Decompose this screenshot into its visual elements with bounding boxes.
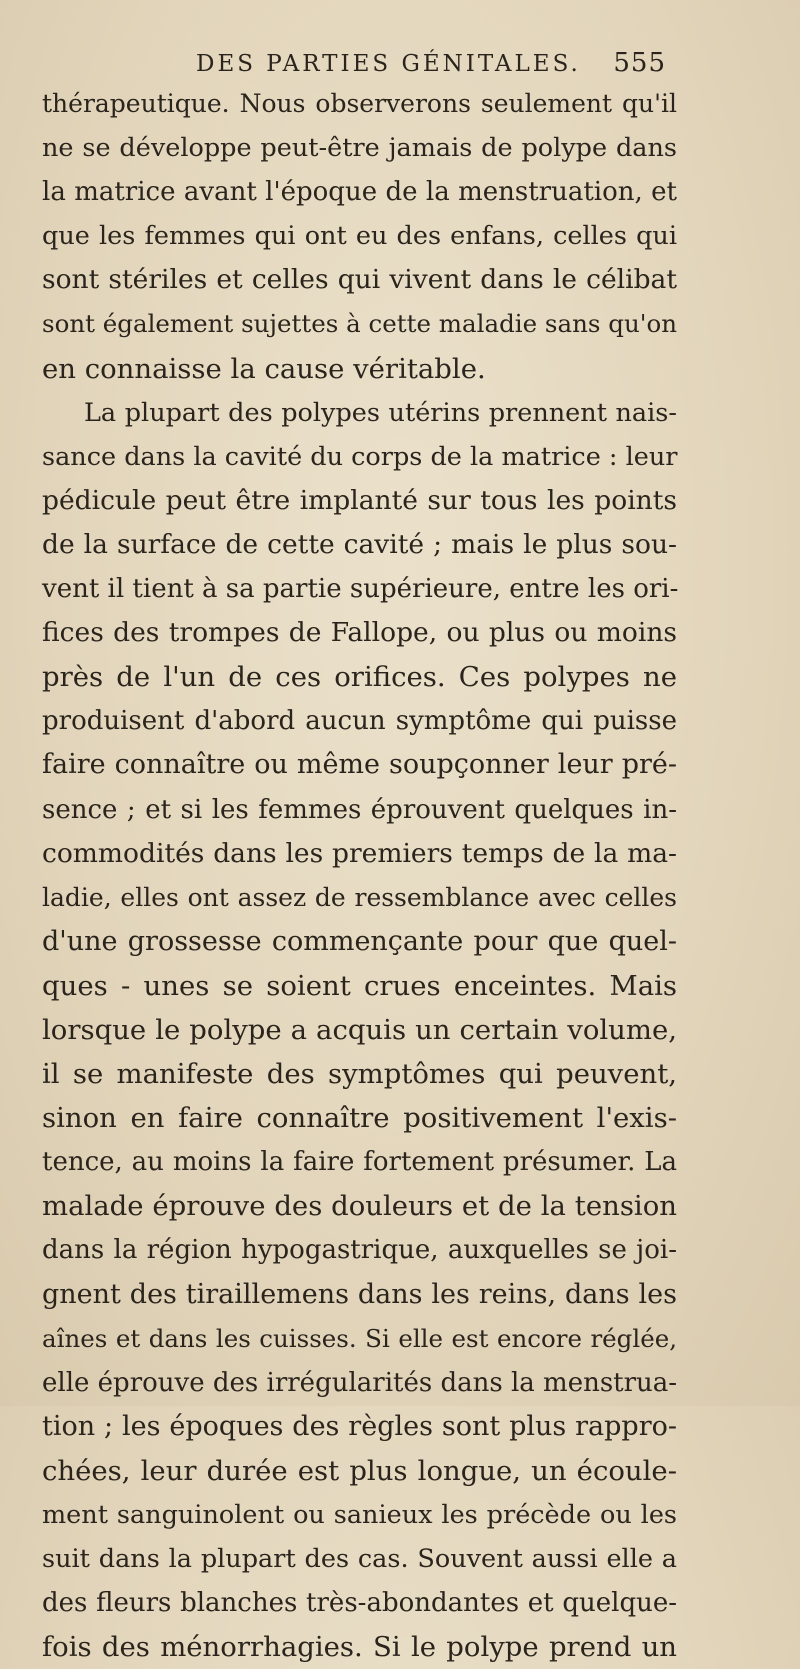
text-line: que les femmes qui ont eu des enfans, celles qui	[42, 221, 677, 252]
text-line: tence, au moins la faire fortement présumer. La	[42, 1147, 677, 1178]
text-line: près de l'un de ces orifices. Ces polypes ne	[42, 661, 677, 694]
text-line: thérapeutique. Nous observerons seulement qu'il	[42, 89, 677, 118]
text-line: sence ; et si les femmes éprouvent quelques in-	[42, 794, 677, 825]
text-line: sont également sujettes à cette maladie sans qu'on	[42, 309, 677, 339]
text-line: d'une grossesse commençante pour que quel-	[42, 925, 677, 957]
text-line: La plupart des polypes utérins prennent nais-	[84, 397, 677, 428]
text-line: elle éprouve des irrégularités dans la menstrua-	[42, 1367, 678, 1398]
text-line: sance dans la cavité du corps de la matrice : leur	[42, 441, 678, 472]
text-line: de la surface de cette cavité ; mais le plus sou-	[42, 528, 677, 560]
text-line: dans la région hypogastrique, auxquelles se joi-	[42, 1235, 677, 1266]
text-line: suit dans la plupart des cas. Souvent aussi elle a	[42, 1544, 677, 1575]
text-line: commodités dans les premiers temps de la ma-	[42, 837, 677, 869]
text-line: ladie, elles ont assez de ressemblance avec celles	[42, 882, 677, 912]
text-line: vent il tient à sa partie supérieure, entre les ori-	[42, 574, 679, 605]
text-line: sinon en faire connaître positivement l'exis-	[42, 1102, 677, 1135]
text-line: des fleurs blanches très-abondantes et quelque-	[42, 1588, 677, 1619]
text-line: malade éprouve des douleurs et de la tension	[42, 1190, 677, 1223]
text-line: la matrice avant l'époque de la menstruation, et	[42, 177, 677, 208]
text-line: lorsque le polype a acquis un certain volume,	[42, 1013, 677, 1046]
text-line: fois des ménorrhagies. Si le polype prend un	[42, 1631, 677, 1664]
text-line: faire connaître ou même soupçonner leur pré-	[42, 749, 677, 781]
text-line: tion ; les époques des règles sont plus rappro-	[42, 1410, 677, 1442]
body-text	[42, 82, 677, 1669]
page-number: 555	[613, 48, 666, 78]
text-line: sont stériles et celles qui vivent dans le célibat	[42, 264, 677, 296]
text-line: gnent des tiraillemens dans les reins, dans les	[42, 1278, 677, 1310]
text-line: il se manifeste des symptômes qui peuvent,	[42, 1058, 677, 1091]
running-head	[196, 48, 666, 78]
text-line: fices des trompes de Fallope, ou plus ou moins	[42, 617, 677, 649]
text-line: ment sanguinolent ou sanieux les précède ou les	[42, 1500, 677, 1530]
text-line: produisent d'abord aucun symptôme qui puisse	[42, 706, 677, 737]
running-title: DES PARTIES GÉNITALES.	[196, 51, 581, 77]
text-line: chées, leur durée est plus longue, un écoule-	[42, 1454, 677, 1487]
text-line: ques - unes se soient crues enceintes. Mais	[42, 969, 677, 1002]
text-line: aînes et dans les cuisses. Si elle est encore réglée,	[42, 1323, 677, 1353]
text-line: ne se développe peut-être jamais de polype dans	[42, 133, 677, 164]
text-line: pédicule peut être implanté sur tous les points	[42, 484, 677, 516]
text-line: en connaisse la cause véritable.	[42, 352, 486, 385]
